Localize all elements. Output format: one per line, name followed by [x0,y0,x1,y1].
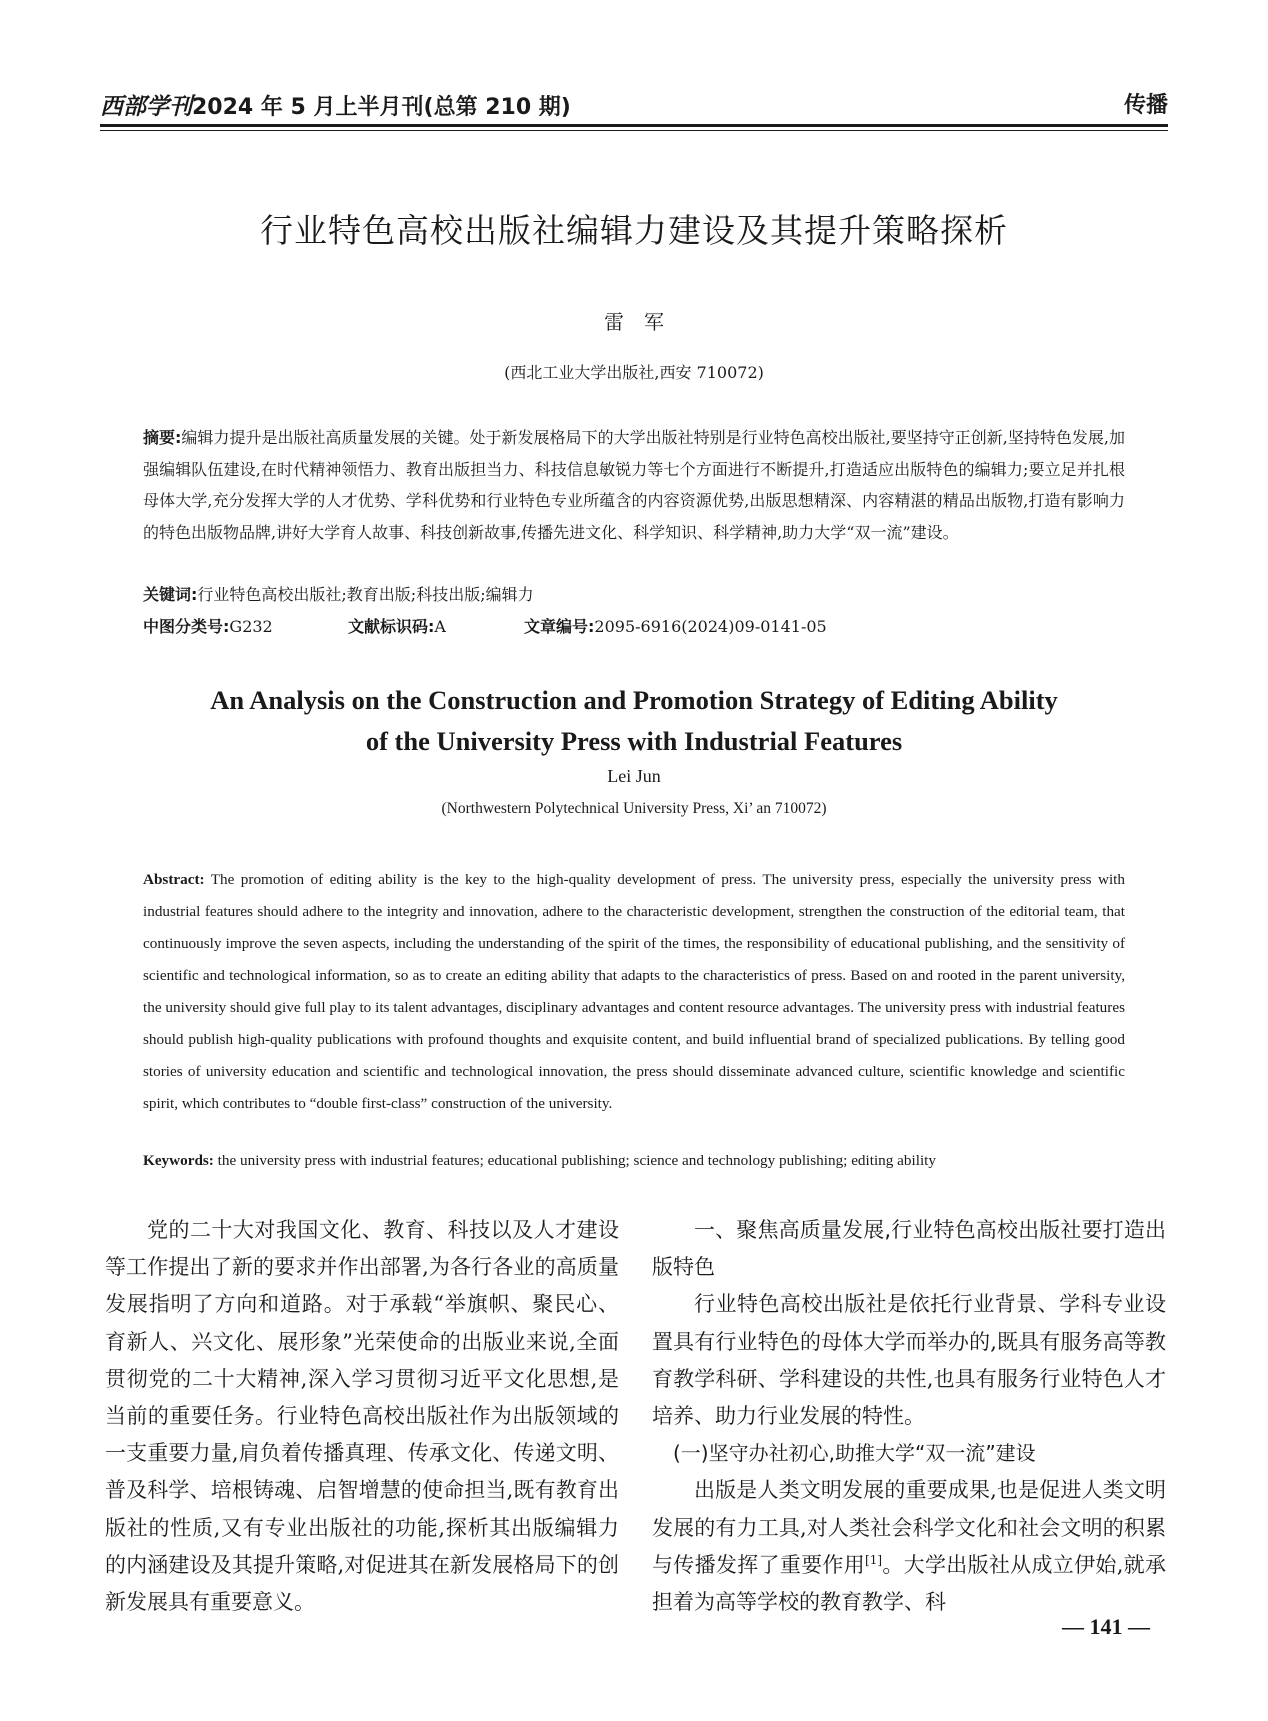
article-number-label: 文章编号: [524,617,595,636]
running-header [100,88,1168,122]
header-journal-info [100,88,571,121]
body-column-right [652,1212,1166,1621]
page-number: — 141 — [1062,1614,1150,1639]
subsection-1-paragraph [652,1472,1166,1621]
article-title-en-line2: of the University Press with Industrial Features [365,726,903,756]
journal-logo: 西部学刊 [100,93,192,120]
clc-number [143,614,348,640]
keywords-en-text: the university press with industrial features; educational publishing; science and technology publishing; editing ability [217,1152,936,1169]
clc-value: G232 [229,617,273,636]
section-1-heading: 一、聚焦高质量发展,行业特色高校出版社要打造出版特色 [652,1218,1166,1280]
abstract-en [143,864,1125,1120]
subsection-1-text-b: 。大学出版社从成立伊始,就承担着为高等学校的教育教学、科 [652,1552,1166,1615]
header-section: 传播 [1123,93,1168,118]
keywords-cn-label: 关键词: [143,585,198,604]
clc-label: 中图分类号: [143,617,230,636]
doc-code-label: 文献标识码: [348,617,435,636]
abstract-en-text: The promotion of editing ability is the key to the high-quality development of press. The university press, especially the university press with industrial features should adhere to the integrity and innovation, adhere to the characteristic development, strengthen the construction of the editorial team, that continuously improve the seven aspects, including the understanding of the spirit of the times, the responsibility of educational publishing, and the sensitivity of scientific and technological information, so as to create an editing ability that adapts to the characteristics of press. Based on and rooted in the parent university, the university should give full play to its talent advantages, disciplinary advantages and content resource advantages. The university press with industrial features should publish high-quality publications with profound thoughts and exquisite content, and build influential brand of specialized publications. By telling good stories of university education and scientific and technological innovation, the press should disseminate advanced culture, scientific knowledge and scientific spirit, which contributes to “double first-class” construction of the university. [143,871,1125,1112]
author-name-en: Lei Jun [607,766,661,786]
abstract-cn-label: 摘要: [143,428,182,447]
abstract-en-label: Abstract: [143,871,205,888]
citation-1[interactable]: [1] [865,1552,883,1567]
header-rule [100,124,1168,127]
article-title-en-line1: An Analysis on the Construction and Promotion Strategy of Editing Ability [210,685,1058,715]
keywords-cn-text: 行业特色高校出版社;教育出版;科技出版;编辑力 [197,585,534,604]
article-title-en [100,680,1168,762]
classification-info [143,614,1125,640]
doc-code-value: A [434,617,446,636]
intro-paragraph: 党的二十大对我国文化、教育、科技以及人才建设等工作提出了新的要求并作出部署,为各行各业的高质量发展指明了方向和道路。对于承载“举旗帜、聚民心、育新人、兴文化、展形象”光荣使命的出版业来说,全面贯彻党的二十大精神,深入学习贯彻习近平文化思想,是当前的重要任务。行业特色高校出版社作为出版领域的一支重要力量,肩负着传播真理、传承文化、传递文明、普及科学、培根铸魂、启智增慧的使命担当,既有教育出版社的性质,又有专业出版社的功能,探析其出版编辑力的内涵建设及其提升策略,对促进其在新发展格局下的创新发展具有重要意义。 [105,1218,619,1615]
keywords-en-label: Keywords: [143,1152,214,1169]
subsection-1-heading: (一)坚守办社初心,助推大学“双一流”建设 [673,1441,1036,1466]
author-name-cn: 雷军 [604,310,684,334]
document-code [348,614,524,640]
keywords-cn [143,582,1125,608]
header-rule-thin [100,130,1168,131]
body-column-left [105,1212,619,1621]
article-title-cn: 行业特色高校出版社编辑力建设及其提升策略探析 [260,211,1008,250]
article-number-value: 2095-6916(2024)09-0141-05 [594,617,827,636]
abstract-cn [143,422,1125,548]
header-issue: 2024 年 5 月上半月刊(总第 210 期) [192,95,571,120]
keywords-en [143,1148,1125,1174]
subsection-1-text-a: 出版是人类文明发展的重要成果,也是促进人类文明发展的有力工具,对人类社会科学文化和社会文明的积累与传播发挥了重要作用 [652,1478,1166,1577]
author-affiliation-cn: (西北工业大学出版社,西安 710072) [504,363,764,382]
abstract-cn-text: 编辑力提升是出版社高质量发展的关键。处于新发展格局下的大学出版社特别是行业特色高校出版社,要坚持守正创新,坚持特色发展,加强编辑队伍建设,在时代精神领悟力、教育出版担当力、科技信息敏锐力等七个方面进行不断提升,打造适应出版特色的编辑力;要立足并扎根母体大学,充分发挥大学的人才优势、学科优势和行业特色专业所蕴含的内容资源优势,出版思想精深、内容精湛的精品出版物,打造有影响力的特色出版物品牌,讲好大学育人故事、科技创新故事,传播先进文化、科学知识、科学精神,助力大学“双一流”建设。 [143,428,1125,542]
author-affiliation-en: (Northwestern Polytechnical University Press, Xi’ an 710072) [441,800,827,817]
section-1-paragraph: 行业特色高校出版社是依托行业背景、学科专业设置具有行业特色的母体大学而举办的,既具有服务高等教育教学科研、学科建设的共性,也具有服务行业特色人才培养、助力行业发展的特性。 [652,1292,1166,1429]
article-number [524,614,827,640]
